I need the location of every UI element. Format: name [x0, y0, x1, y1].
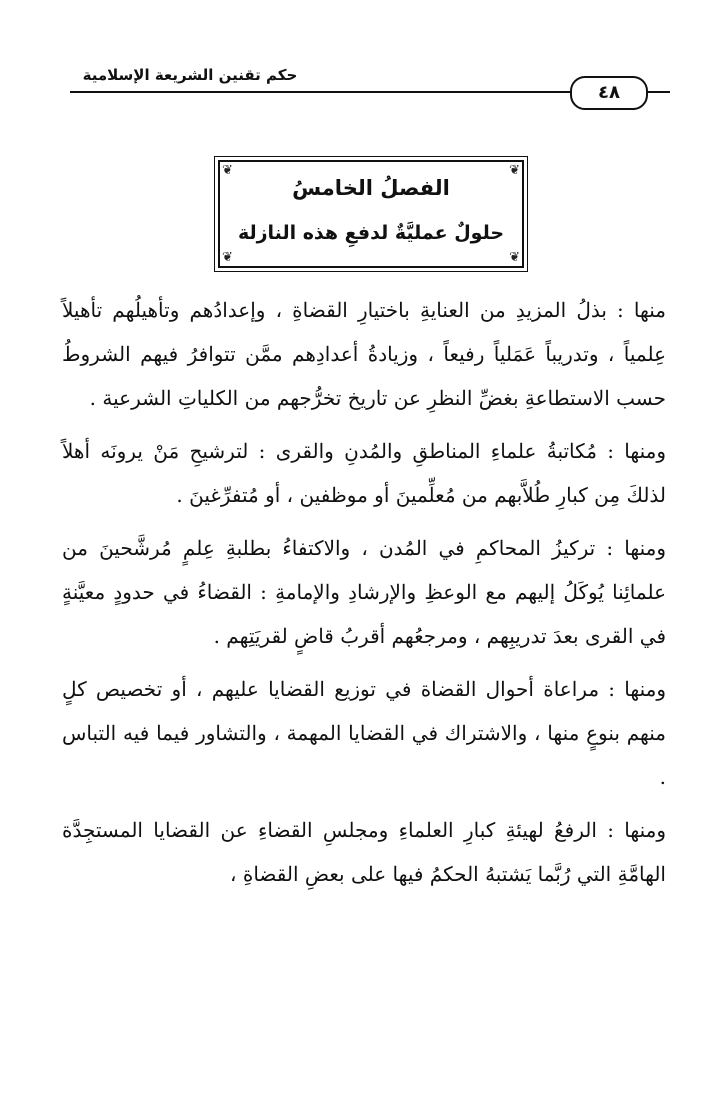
corner-ornament-icon: ❦	[222, 163, 233, 178]
body-text	[62, 288, 666, 905]
chapter-subtitle: حلولٌ عمليَّةٌ لدفعِ هذه النازلة	[237, 222, 505, 244]
page-number: ٤٨	[570, 76, 648, 110]
corner-ornament-icon: ❦	[509, 250, 520, 265]
corner-ornament-icon: ❦	[222, 250, 233, 265]
running-title: حكم تقنين الشريعة الإسلامية	[70, 66, 310, 84]
paragraph: ومنها : الرفعُ لهيئةِ كبارِ العلماءِ ومجلسِ القضاءِ عن القضايا المستجِدَّة الهامَّةِ التي رُبَّما يَشتبهُ الحكمُ فيها على بعضِ القضاةِ ،	[62, 818, 666, 886]
paragraph: منها : بذلُ المزيدِ من العنايةِ باختيارِ القضاةِ ، وإعدادُهم وتأهيلُهم تأهيلاً عِلمياً ، وتدريباً عَمَلياً رفيعاً ، وزيادةُ أعدادِهم ممَّن تتوافرُ فيهم الشروطُ حسب الاستطاعةِ بغضِّ النظرِ عن تاريخ تخرُّجهم من الكلياتِ الشرعية .	[62, 298, 666, 410]
corner-ornament-icon: ❦	[509, 163, 520, 178]
chapter-title: الفصلُ الخامسُ	[292, 176, 450, 200]
paragraph: ومنها : مراعاة أحوال القضاة في توزيع القضايا عليهم ، أو تخصيص كلٍ منهم بنوعٍ منها ، والاشتراك في القضايا المهمة ، والتشاور فيما فيه التباس .	[62, 677, 666, 789]
paragraph: ومنها : تركيزُ المحاكمِ في المُدن ، والاكتفاءُ بطلبةِ عِلمٍ مُرشَّحينَ من علمائِنا يُوكَلُ إليهم مع الوعظِ والإرشادِ والإمامةِ : القضاءُ في حدودٍ معيَّنةٍ في القرى بعدَ تدريبِهم ، ومرجعُهم أقربُ قاضٍ لقريَتِهم .	[62, 536, 666, 648]
chapter-heading-box	[218, 160, 524, 268]
paragraph: ومنها : مُكاتبةُ علماءِ المناطقِ والمُدنِ والقرى : لترشيحِ مَنْ يرونَه أهلاً لذلكَ مِن كبارِ طُلاَّبهم من مُعلِّمينَ أو موظفين ، أو مُتفرِّغينَ .	[62, 439, 666, 507]
